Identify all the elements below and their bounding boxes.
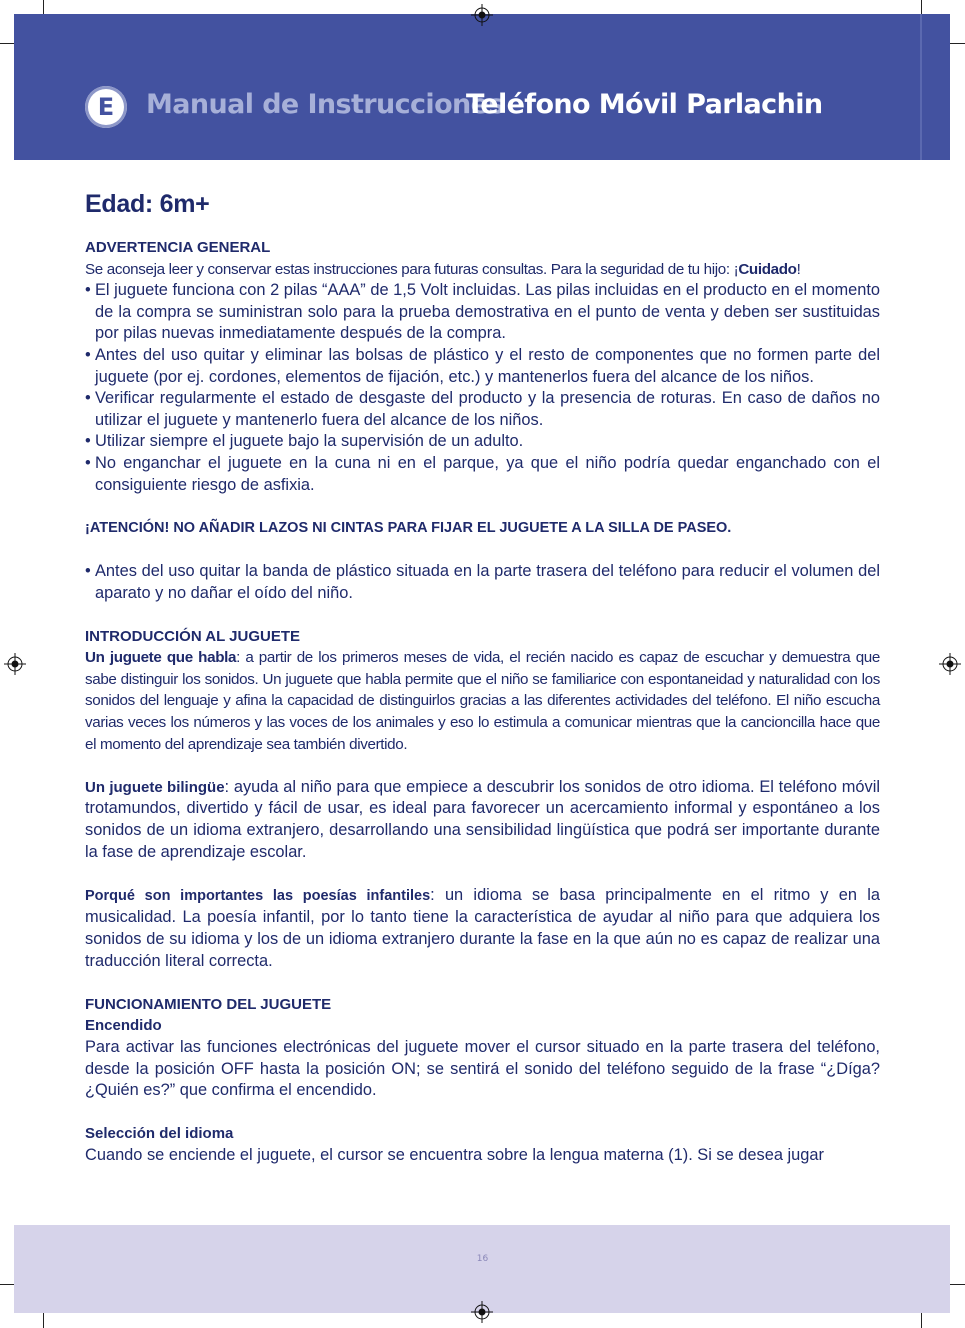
list-item: • No enganchar el juguete en la cuna ni en el parque, ya que el niño podría quedar enganchado con el consiguiente riesgo de asfixia. [85, 453, 880, 496]
list-item: • Antes del uso quitar y eliminar las bolsas de plástico y el resto de componentes que no formen parte del juguete (por ej. cordones, elementos de fijación, etc.) y mantenerlos fuera del alcance de los niños. [85, 345, 880, 388]
attention-list [85, 561, 880, 604]
list-item: • Verificar regularmente el estado de desgaste del producto y la presencia de roturas. En caso de daños no utilizar el juguete y mantenerlo fuera del alcance de los niños. [85, 388, 880, 431]
operation-heading: FUNCIONAMIENTO DEL JUGUETE [85, 995, 332, 1013]
manual-title: Manual de Instrucciones [146, 89, 504, 120]
list-item: • Antes del uso quitar la banda de plástico situada en la parte trasera del teléfono para reducir el volumen del aparato y no dañar el oído del niño. [85, 561, 880, 604]
power-paragraph: Para activar las funciones electrónicas del juguete mover el cursor situado en la parte trasera del teléfono, desde la posición OFF hasta la posición ON; se sentirá el sonido del teléfono seguido de la frase “¿Díga? ¿Quién es?” que confirma el encendido. [85, 1037, 880, 1100]
age-label: Edad: 6m+ [85, 190, 210, 218]
registration-mark-icon [4, 653, 26, 675]
page-number: 16 [476, 1254, 489, 1264]
product-title: Teléfono Móvil Parlachin [466, 89, 823, 120]
list-item: • El juguete funciona con 2 pilas “AAA” de 1,5 Volt incluidas. Las pilas incluidas en el producto en el momento de la compra se suministran solo para la prueba demostrativa en el punto de venta y deben ser sustituidas por pilas nuevas inmediatamente después de la compra. [85, 280, 880, 345]
registration-mark-icon [939, 653, 961, 675]
registration-mark-icon [471, 1301, 493, 1323]
introduction-paragraph-poems: Porqué son importantes las poesías infantiles: un idioma se basa principalmente en el ritmo y en la musicalidad. La poesía infantil, por lo tanto tiene la característica de ayudar al niño para que adquiera los sonidos de su idioma y los de un idioma extranjero durante la fase en la que aún no es capaz de realizar una traducción literal correcta. [85, 885, 880, 970]
introduction-paragraph-talking: Un juguete que habla: a partir de los primeros meses de vida, el recién nacido es capaz de escuchar y demuestra que sabe distinguir los sonidos. Un juguete que habla permite que el niño se familiarice con espontaneidad y naturalidad con los sonidos del lenguaje y afina la capacidad de distinguirlos gracias a las diferentes actividades del teléfono. El niño escucha varias veces los números y las voces de los animales y eso lo estimula a comunicar mientras que la cancioncilla hace que el momento del aprendizaje sea también divertido. [85, 649, 880, 753]
general-warning-intro: Se aconseja leer y conservar estas instrucciones para futuras consultas. Para la seguridad de tu hijo: ¡Cuidado! [85, 260, 801, 278]
header-band [14, 14, 950, 160]
registration-mark-icon [471, 4, 493, 26]
general-warning-heading: ADVERTENCIA GENERAL [85, 239, 271, 256]
document-body [85, 188, 880, 1167]
attention-warning: ¡ATENCIÓN! NO AÑADIR LAZOS NI CINTAS PARA FIJAR EL JUGUETE A LA SILLA DE PASEO. [85, 519, 732, 536]
power-heading: Encendido [85, 1017, 162, 1035]
footer-band [14, 1225, 950, 1313]
language-badge: E [85, 86, 127, 128]
language-selection-paragraph: Cuando se enciende el juguete, el cursor se encuentra sobre la lengua materna (1). Si se desea jugar [85, 1145, 824, 1164]
general-warning-list [85, 280, 880, 496]
language-selection-heading: Selección del idioma [85, 1125, 234, 1143]
list-item: • Utilizar siempre el juguete bajo la supervisión de un adulto. [85, 431, 880, 453]
introduction-heading: INTRODUCCIÓN AL JUGUETE [85, 627, 301, 645]
introduction-paragraph-bilingual: Un juguete bilingüe: ayuda al niño para que empiece a descubrir los sonidos de otro idioma. El teléfono móvil trotamundos, divertido y fácil de usar, es ideal para favorecer un acercamiento informal y espontáneo a los sonidos de un idioma extranjero, desarrollando una sensibilidad lingüística que podrá ser importante durante la fase de aprendizaje escolar. [85, 777, 880, 861]
